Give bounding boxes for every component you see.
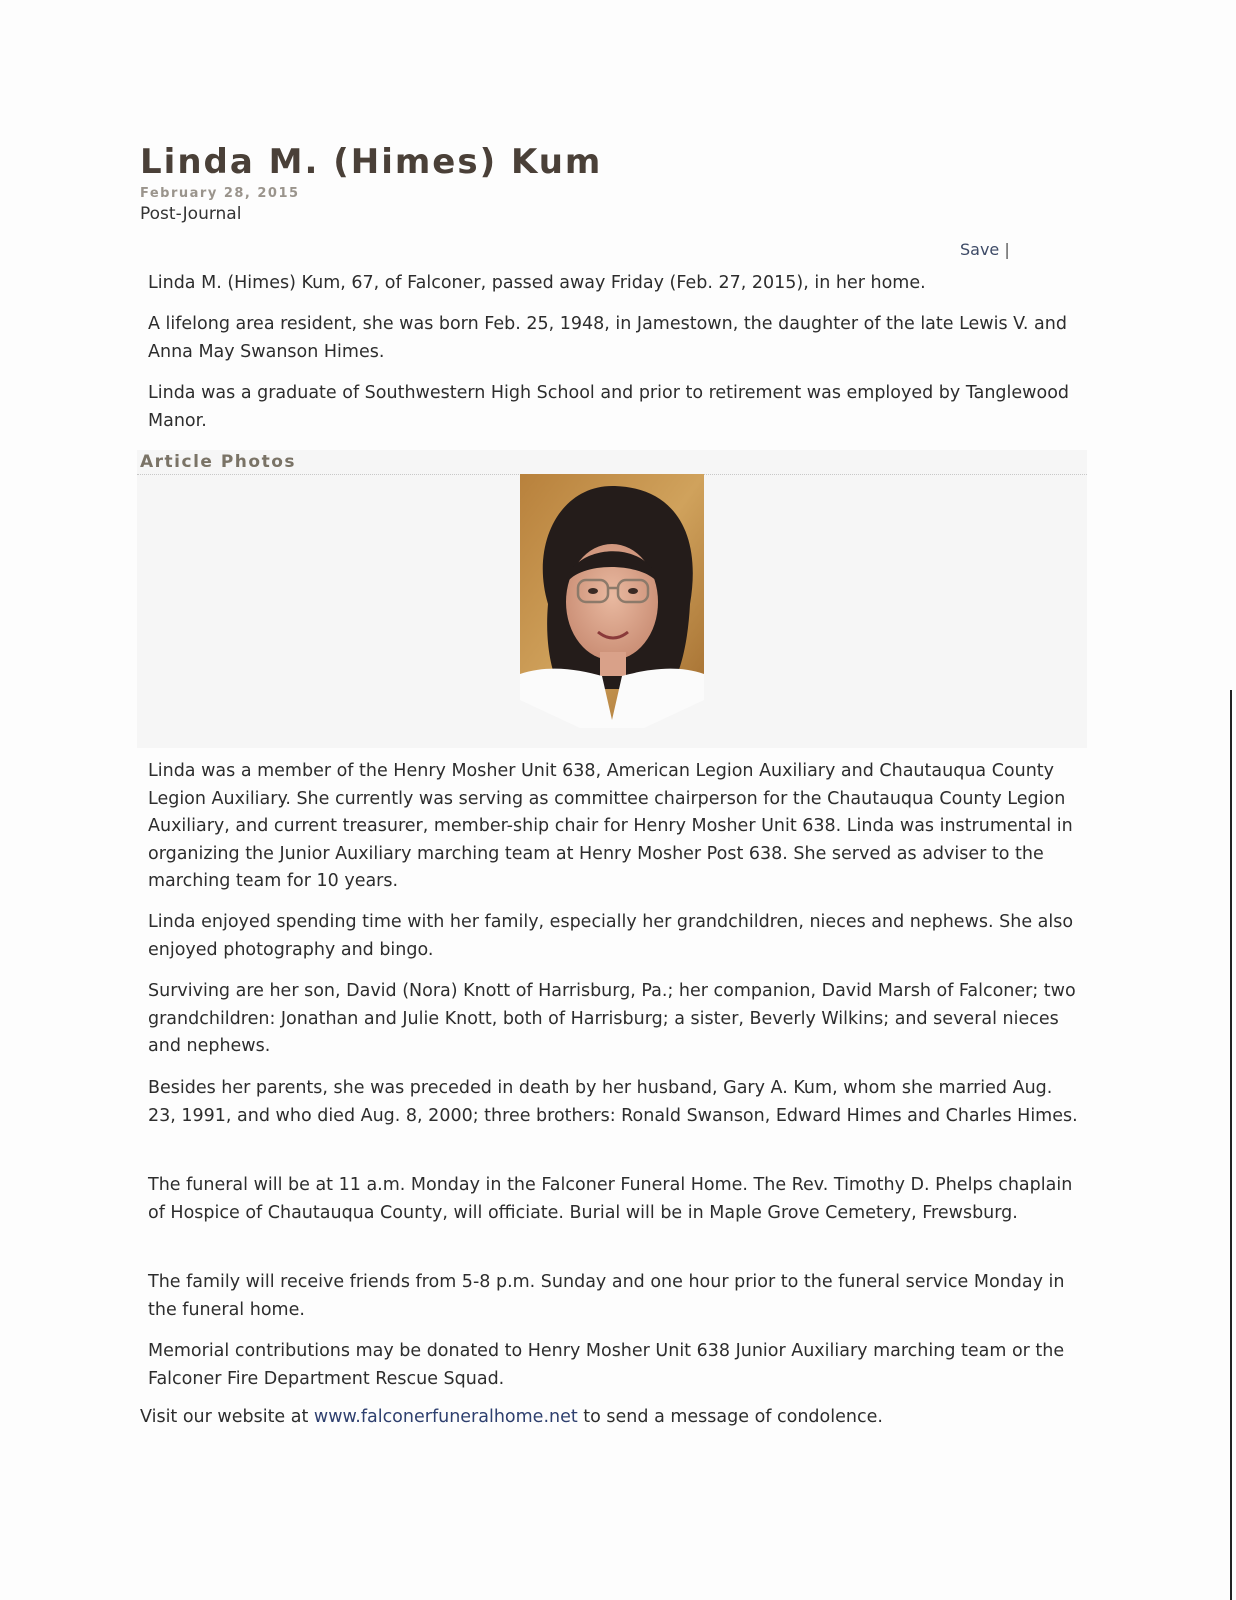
scan-edge xyxy=(1230,690,1232,1600)
funeral-home-website-link[interactable]: www.falconerfuneralhome.net xyxy=(313,1407,578,1427)
paragraph-family-interests: Linda enjoyed spending time with her family, especially her grandchildren, nieces and nephews. She also enjoyed photography and bingo. xyxy=(148,912,1074,960)
portrait-illustration xyxy=(520,474,704,728)
paragraph-intro-3: Linda was a graduate of Southwestern High School and prior to retirement was employed by Tanglewood Manor. xyxy=(148,383,1070,431)
article-source: Post-Journal xyxy=(140,204,242,224)
closing-suffix: to send a message of condolence. xyxy=(577,1407,883,1427)
closing-line xyxy=(140,1404,883,1432)
save-toolbar xyxy=(960,240,1010,259)
paragraph-visitation: The family will receive friends from 5-8 p.m. Sunday and one hour prior to the funeral service Monday in the funeral home. xyxy=(148,1272,1065,1320)
article-date: February 28, 2015 xyxy=(140,186,300,201)
save-button[interactable]: Save xyxy=(960,240,1000,259)
paragraph-survivors: Surviving are her son, David (Nora) Knott of Harrisburg, Pa.; her companion, David Marsh of Falconer; two grandchildren: Jonathan and Julie Knott, both of Harrisburg; a sister, Beverly Wilkins; and several nieces and nephews. xyxy=(148,981,1076,1056)
paragraph-preceded: Besides her parents, she was preceded in death by her husband, Gary A. Kum, whom she married Aug. 23, 1991, and who died Aug. 8, 2000; three brothers: Ronald Swanson, Edward Himes and Charles Himes. xyxy=(148,1078,1078,1126)
article-photos-heading: Article Photos xyxy=(140,452,297,472)
article-title: Linda M. (Himes) Kum xyxy=(140,142,603,182)
paragraph-legion: Linda was a member of the Henry Mosher Unit 638, American Legion Auxiliary and Chautauqua County Legion Auxiliary. She currently was serving as committee chairperson for the Chautauqua County Legion Auxiliary, and current treasurer, member-ship chair for Henry Mosher Unit 638. Linda was instrumental in organizing the Junior Auxiliary marching team at Henry Mosher Post 638. She served as adviser to the marching team for 10 years. xyxy=(148,761,1073,891)
paragraph-funeral: The funeral will be at 11 a.m. Monday in the Falconer Funeral Home. The Rev. Timothy D. Phelps chaplain of Hospice of Chautauqua County, will officiate. Burial will be in Maple Grove Cemetery, Frewsburg. xyxy=(148,1175,1073,1223)
closing-prefix: Visit our website at xyxy=(140,1407,314,1427)
paragraph-intro-2: A lifelong area resident, she was born Feb. 25, 1948, in Jamestown, the daughter of the late Lewis V. and Anna May Swanson Himes. xyxy=(148,314,1067,362)
toolbar-separator: | xyxy=(1004,240,1010,259)
paragraph-intro-1: Linda M. (Himes) Kum, 67, of Falconer, passed away Friday (Feb. 27, 2015), in her home. xyxy=(148,273,926,293)
portrait-photo[interactable] xyxy=(520,474,704,728)
paragraph-memorials: Memorial contributions may be donated to Henry Mosher Unit 638 Junior Auxiliary marching team or the Falconer Fire Department Rescue Squad. xyxy=(148,1341,1065,1389)
